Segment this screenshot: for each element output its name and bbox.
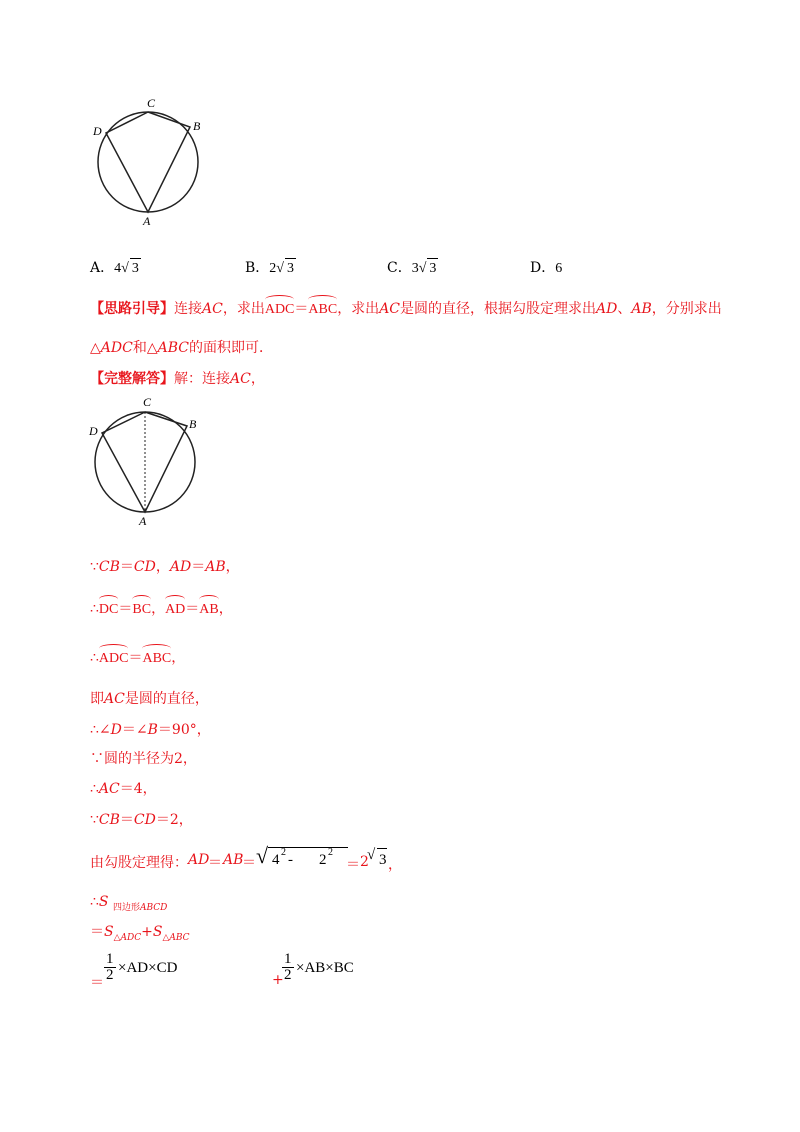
option-a: A．4√ 3 xyxy=(90,258,141,279)
step-7: ∴AC＝4， xyxy=(90,781,157,797)
hint-tag: 【思路引导】 xyxy=(90,301,174,317)
answer-line: 【完整解答】解：连接AC， xyxy=(90,371,265,387)
label-b: B xyxy=(193,119,201,133)
answer-tag: 【完整解答】 xyxy=(90,371,174,387)
step-4: 即AC是圆的直径， xyxy=(90,691,209,707)
hint-line-1: 【思路引导】连接AC，求出ADC＝ABC，求出AC是圆的直径，根据勾股定理求出AD、AB，分别求出 xyxy=(90,299,722,320)
label-d: D xyxy=(93,124,102,138)
label-c: C xyxy=(147,96,156,110)
circle xyxy=(98,112,198,212)
step-5: ∴∠D＝∠B＝90°， xyxy=(90,722,211,738)
label-a: A xyxy=(143,214,151,227)
label-b: B xyxy=(189,417,197,431)
label-a: A xyxy=(139,514,147,528)
step-11: $=S_{\triangle ADC}+S_{\triangle ABC}$ xyxy=(90,924,190,943)
option-c: C．3√ 3 xyxy=(387,258,438,279)
step-1: ∵CB＝CD，AD＝AB， xyxy=(90,559,240,575)
step-8: ∵CB＝CD＝2， xyxy=(90,812,193,828)
step-6: ∵圆的半径为2， xyxy=(90,751,197,767)
label-c: C xyxy=(143,395,152,409)
option-b: B．2√ 3 xyxy=(245,258,296,279)
step-3: ∴ADC＝ABC， xyxy=(90,648,185,669)
label-d: D xyxy=(89,424,98,438)
circle-figure-2 xyxy=(85,393,215,528)
quadrilateral xyxy=(106,112,190,212)
option-d: D．6 xyxy=(530,260,563,276)
step-2: ∴DC＝BC，AD＝AB， xyxy=(90,599,233,620)
hint-line-2: △ADC和△ABC的面积即可． xyxy=(90,340,273,356)
circle-figure-1 xyxy=(85,92,215,227)
step-10: ∴S $_{四边形ABCD}$ xyxy=(90,894,168,913)
